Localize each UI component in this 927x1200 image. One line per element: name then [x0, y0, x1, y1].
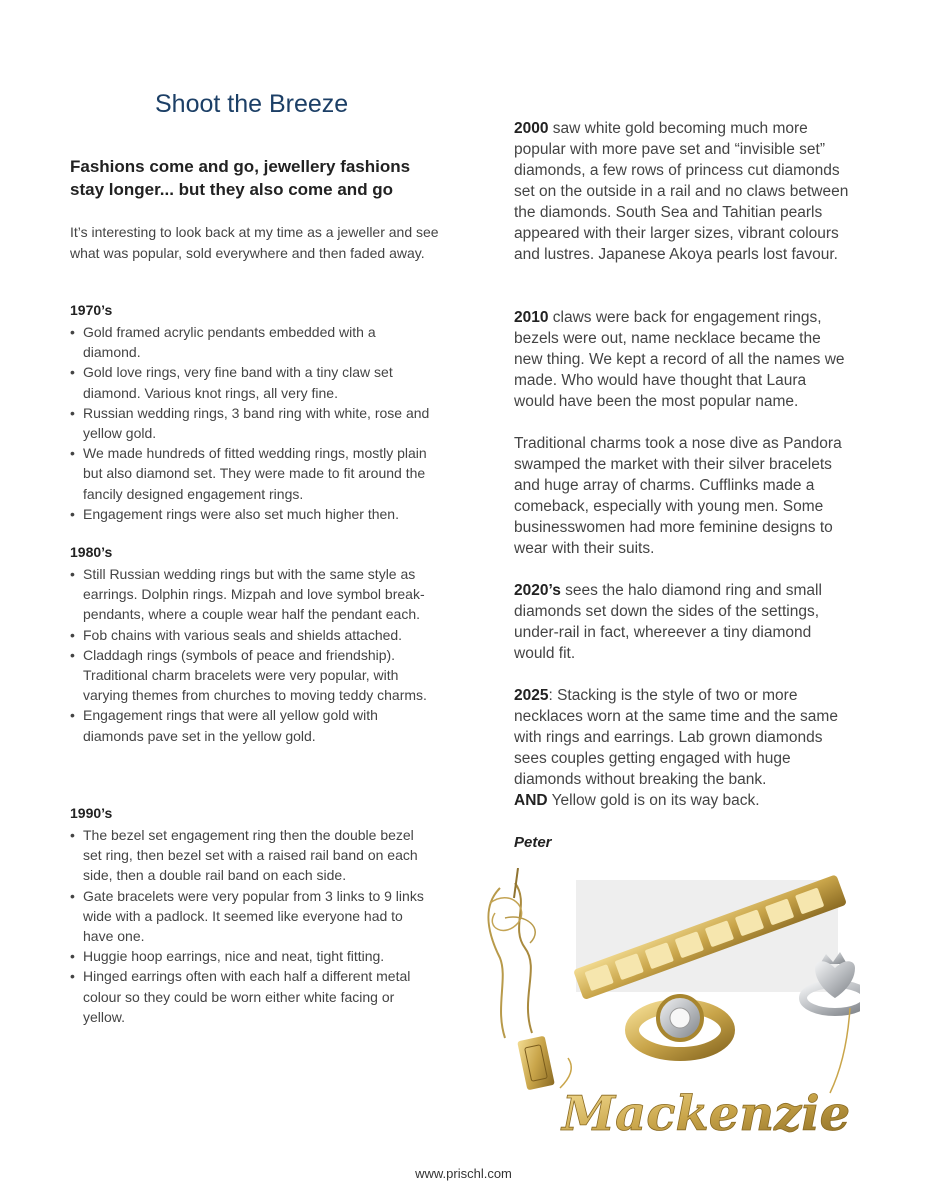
decade-list: [70, 825, 435, 1027]
list-item: • Gate bracelets were very popular from 3 links to 9 links wide with a padlock. It seemed like everyone had to have one.: [70, 886, 435, 947]
para-charms: [514, 433, 849, 559]
list-item: • Gold love rings, very fine band with a tiny claw set diamond. Various knot rings, all very fine.: [70, 362, 435, 402]
decade-1970s: [70, 301, 435, 524]
decade-heading: 1980’s: [70, 544, 113, 560]
list-item: • Huggie hoop earrings, nice and neat, tight fitting.: [70, 946, 435, 966]
signature: Peter: [514, 834, 552, 851]
para-lead: AND: [514, 792, 548, 809]
list-item: • The bezel set engagement ring then the double bezel set ring, then bezel set with a raised rail band on each side, then a double rail band on each side.: [70, 825, 435, 886]
padlock-necklace-image: [488, 868, 554, 1090]
para-lead: 2020’s: [514, 582, 561, 599]
para-text: sees the halo diamond ring and small diamonds set down the sides of the settings, under-rail in fact, whereever a tiny diamond would fit.: [514, 582, 822, 662]
list-item: • Still Russian wedding rings but with the same style as earrings. Dolphin rings. Mizpah and love symbol break-pendants, where a couple wear half the pendant each.: [70, 564, 435, 625]
para-text: Traditional charms took a nose dive as Pandora swamped the market with their silver bracelets and huge array of charms. Cufflinks made a comeback, especially with young men. Some businesswomen had more feminine designs to wear with their suits.: [514, 435, 842, 557]
list-item: • Engagement rings that were all yellow gold with diamonds pave set in the yellow gold.: [70, 705, 435, 745]
para-lead: 2010: [514, 309, 549, 326]
name-necklace-text: Mackenzie: [562, 1086, 851, 1142]
para-2025: [514, 685, 849, 811]
para-lead: 2000: [514, 120, 549, 137]
list-item: • Fob chains with various seals and shields attached.: [70, 625, 435, 645]
page-subtitle: Fashions come and go, jewellery fashions stay longer... but they also come and go: [70, 157, 411, 199]
para-lead: 2025: [514, 687, 549, 704]
para-text: saw white gold becoming much more popular with more pave set and “invisible set” diamonds, a few rows of princess cut diamonds set on the outside in a rail and no claws between the diamonds. South Sea and Tahitian pearls appeared with their larger sizes, vibrant colours and lustres. Japanese Akoya pearls lost favour.: [514, 120, 849, 263]
gate-bracelet-image: [573, 874, 847, 1000]
para-2000: [514, 118, 849, 265]
para-text: claws were back for engagement rings, bezels were out, name necklace became the new thing. We kept a record of all the names we made. Who would have thought that Laura would have been the most popular name.: [514, 309, 845, 410]
list-item: • Gold framed acrylic pendants embedded with a diamond.: [70, 322, 435, 362]
page-title: Shoot the Breeze: [155, 90, 349, 118]
list-item: • Engagement rings were also set much higher then.: [70, 504, 435, 524]
jewellery-photo-collage: [470, 868, 860, 1158]
decade-list: [70, 564, 435, 746]
para-text: Yellow gold is on its way back.: [547, 792, 760, 809]
decade-1990s: [70, 804, 435, 1027]
intro-paragraph: It’s interesting to look back at my time as a jeweller and see what was popular, sold everywhere and then faded away.: [70, 224, 439, 261]
name-necklace-image: [560, 1008, 850, 1142]
bezel-ring-image: [632, 996, 728, 1054]
list-item: • Russian wedding rings, 3 band ring with white, rose and yellow gold.: [70, 403, 435, 443]
decade-heading: 1990’s: [70, 805, 113, 821]
footer-website: www.prischl.com: [415, 1166, 512, 1181]
list-item: • We made hundreds of fitted wedding rings, mostly plain but also diamond set. They were made to fit around the fancily designed engagement rings.: [70, 443, 435, 504]
list-item: • Claddagh rings (symbols of peace and friendship). Traditional charm bracelets were very popular, with varying themes from churches to moving teddy charms.: [70, 645, 435, 706]
decade-list: [70, 322, 435, 524]
decade-heading: 1970’s: [70, 302, 113, 318]
para-text: : Stacking is the style of two or more necklaces worn at the same time and the same with rings and earrings. Lab grown diamonds sees couples getting engaged with huge diamonds without breaking the bank.: [514, 687, 838, 788]
list-item: • Hinged earrings often with each half a different metal colour so they could be worn either white facing or yellow.: [70, 966, 435, 1027]
decade-1980s: [70, 543, 435, 746]
para-2010: [514, 307, 849, 412]
para-2020s: [514, 580, 849, 664]
